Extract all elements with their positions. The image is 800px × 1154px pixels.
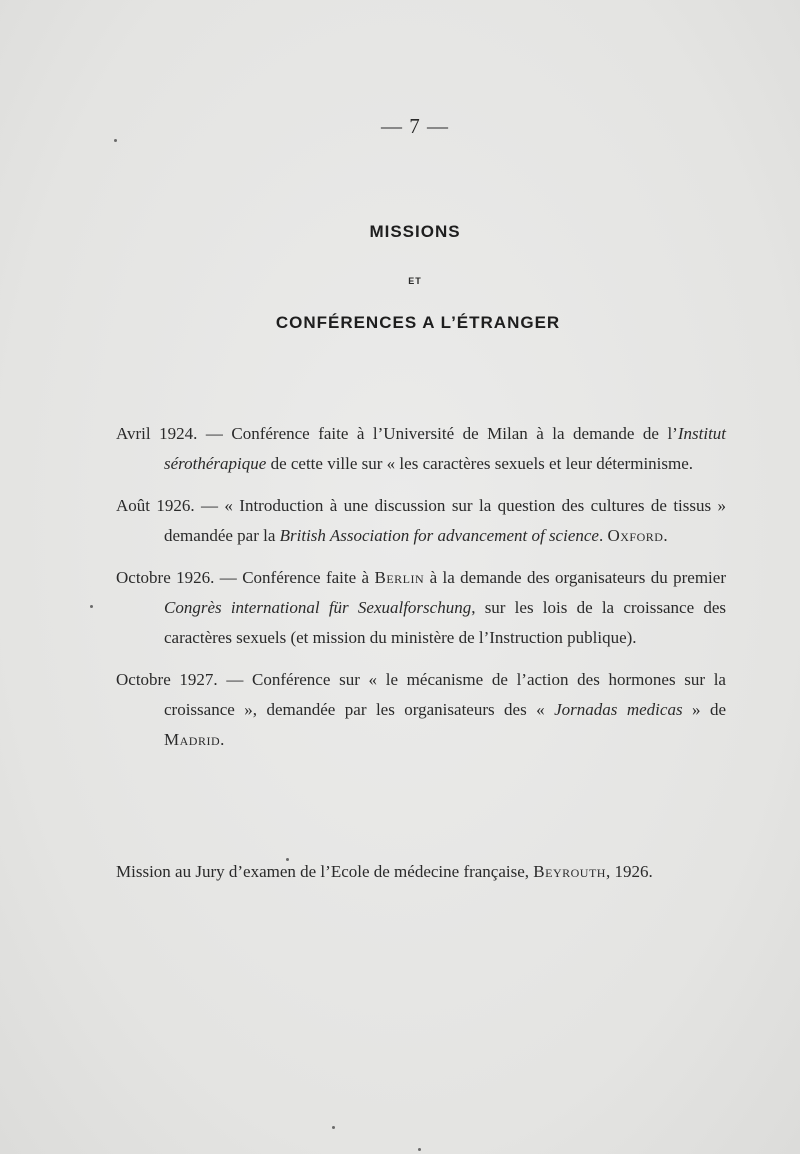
mission-year: , 1926. xyxy=(605,862,653,881)
entry-institution: Congrès international für Sexualforschung xyxy=(164,598,472,617)
paper-speck xyxy=(332,1126,335,1129)
entry-text: à la demande des organisateurs du premier xyxy=(424,568,726,587)
entry-city: Madrid xyxy=(164,730,221,749)
entry-city: Berlin xyxy=(374,568,425,587)
paper-speck xyxy=(418,1148,421,1151)
entry-date: Avril 1924. xyxy=(116,424,198,443)
paper-speck xyxy=(286,858,289,861)
entry-text: » de xyxy=(682,700,727,719)
entry-text: . xyxy=(663,526,668,545)
section-subtitle: CONFÉRENCES A L’ÉTRANGER xyxy=(275,313,561,332)
entry-text: . xyxy=(598,526,608,545)
conference-entry-1927 xyxy=(116,665,726,755)
entry-text: . xyxy=(220,730,225,749)
entry-date: Août 1926. xyxy=(116,496,195,515)
section-title-connector: ET xyxy=(408,276,422,286)
page-number: — 7 — xyxy=(381,114,449,138)
entry-text: — Conférence faite à l’Université de Milan à la demande de l’ xyxy=(197,424,678,443)
section-title: MISSIONS xyxy=(369,222,461,241)
conference-list xyxy=(116,419,726,755)
conference-entry-1926-august xyxy=(116,491,726,551)
entry-text: — Conférence sur « le mécanisme de l’action des hormones sur la croissance », demandée par les organisateurs des « xyxy=(164,670,726,719)
entry-date: Octobre 1926. xyxy=(116,568,215,587)
entry-text: — Conférence faite à xyxy=(214,568,375,587)
paper-speck xyxy=(114,139,117,142)
entry-institution: Institut sérothérapique xyxy=(164,424,727,473)
mission-line xyxy=(116,857,736,887)
entry-text: de cette ville sur « les caractères sexuels et leur déterminisme. xyxy=(266,454,694,473)
entry-text: — « Introduction à une discussion sur la question des cultures de tissus » demandée par la xyxy=(164,496,726,545)
mission-city: Beyrouth xyxy=(533,862,606,881)
mission-text: Mission au Jury d’examen de l’Ecole de médecine française, xyxy=(116,862,534,881)
entry-city: Oxford xyxy=(607,526,664,545)
entry-institution: British Association for advancement of science xyxy=(279,526,599,545)
conference-entry-1926-october xyxy=(116,563,726,653)
entry-institution: Jornadas medicas xyxy=(554,700,683,719)
entry-date: Octobre 1927. xyxy=(116,670,218,689)
conference-entry-1924 xyxy=(116,419,726,479)
paper-speck xyxy=(90,605,93,608)
entry-text: , sur les lois de la croissance des caractères sexuels (et mission du ministère de l’Instruction publique). xyxy=(164,598,727,647)
